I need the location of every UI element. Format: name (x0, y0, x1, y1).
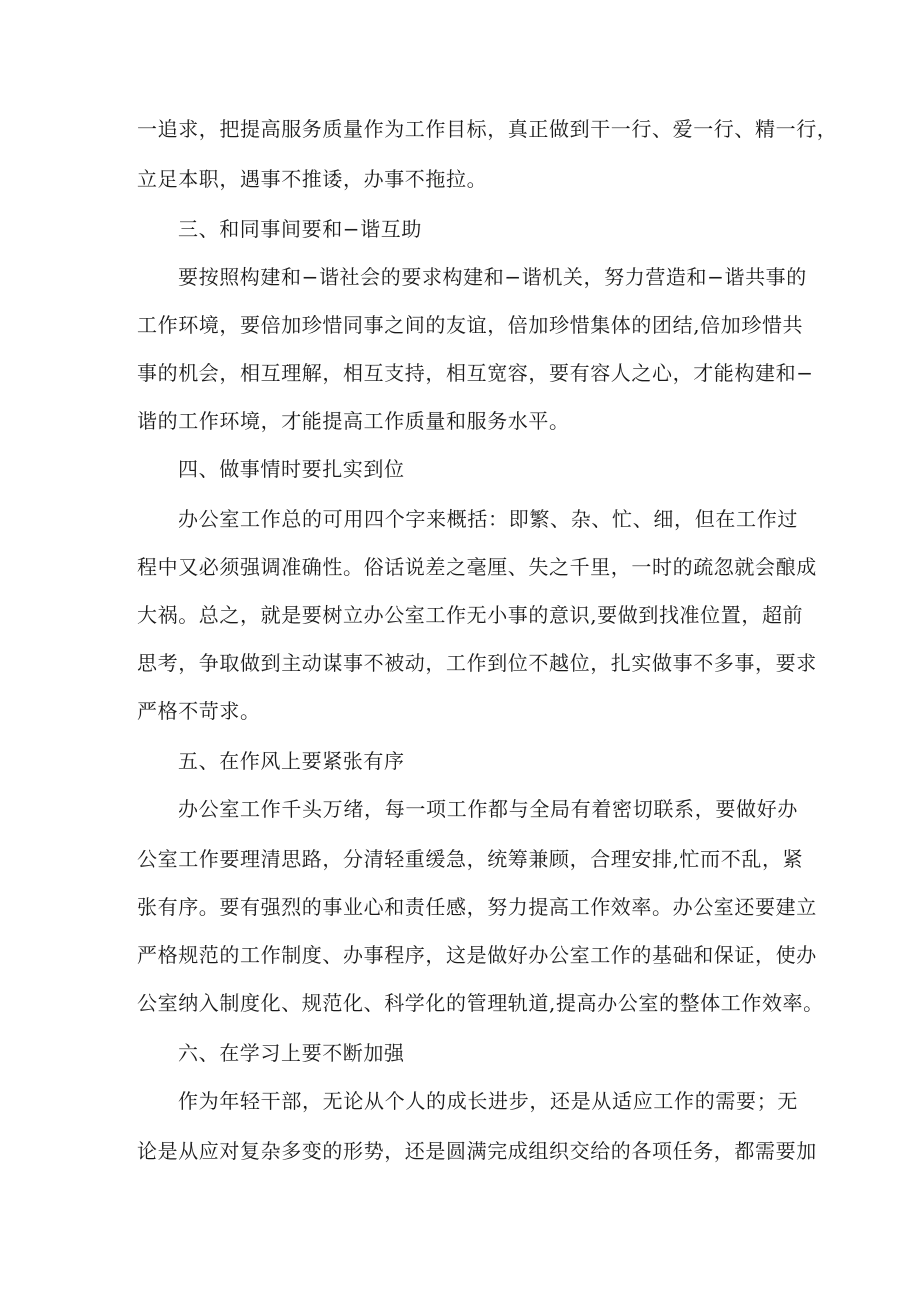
text-line: 严格规范的工作制度、办事程序，这是做好办公室工作的基础和保证，使办 (137, 943, 817, 967)
section-heading: 三、和同事间要和−谐互助 (178, 217, 422, 241)
text-line: 工作环境，要倍加珍惜同事之间的友谊，倍加珍惜集体的团结,倍加珍惜共 (137, 313, 804, 337)
section-heading: 四、做事情时要扎实到位 (178, 457, 405, 481)
text-line: 张有序。要有强烈的事业心和责任感，努力提高工作效率。办公室还要建立 (137, 895, 817, 919)
text-line: 思考，争取做到主动谋事不被动，工作到位不越位，扎实做事不多事，要求 (137, 651, 817, 675)
text-line: 办公室工作总的可用四个字来概括：即繁、杂、忙、细，但在工作过 (178, 507, 798, 531)
text-line: 作为年轻干部，无论从个人的成长进步，还是从适应工作的需要；无 (178, 1089, 798, 1113)
text-line: 要按照构建和−谐社会的要求构建和−谐机关，努力营造和−谐共事的 (178, 265, 807, 289)
section-heading: 五、在作风上要紧张有序 (178, 749, 405, 773)
text-line: 程中又必须强调准确性。俗话说差之毫厘、失之千里，一时的疏忽就会酿成 (137, 555, 817, 579)
text-line: 一追求，把提高服务质量作为工作目标，真正做到干一行、爱一行、精一行， (137, 117, 838, 141)
text-line: 办公室工作千头万绪，每一项工作都与全局有着密切联系，要做好办 (178, 797, 798, 821)
text-line: 严格不苛求。 (137, 699, 261, 723)
text-line: 论是从应对复杂多变的形势，还是圆满完成组织交给的各项任务，都需要加 (137, 1139, 817, 1163)
text-line: 事的机会，相互理解，相互支持，相互宽容，要有容人之心，才能构建和− (137, 361, 814, 385)
section-heading: 六、在学习上要不断加强 (178, 1041, 405, 1065)
text-line: 大祸。总之，就是要树立办公室工作无小事的意识,要做到找准位置，超前 (137, 603, 804, 627)
text-line: 立足本职，遇事不推诿，办事不拖拉。 (137, 167, 488, 191)
text-line: 公室工作要理清思路，分清轻重缓急，统筹兼顾，合理安排,忙而不乱，紧 (137, 847, 804, 871)
text-line: 公室纳入制度化、规范化、科学化的管理轨道,提高办公室的整体工作效率。 (137, 991, 824, 1015)
text-line: 谐的工作环境，才能提高工作质量和服务水平。 (137, 409, 570, 433)
